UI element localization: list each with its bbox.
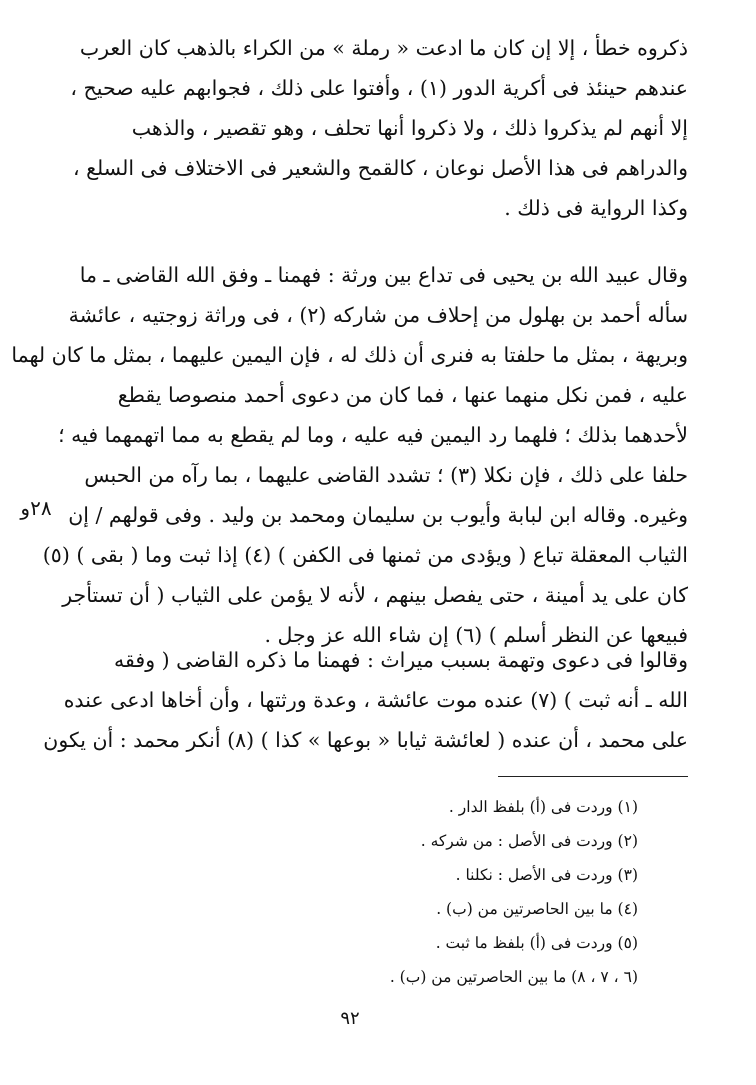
text-line: إلا أنهم لم يذكروا ذلك ، ولا ذكروا أنها تحلف ، وهو تقصير ، والذهب — [131, 116, 688, 140]
page-number: ٩٢ — [340, 1008, 360, 1029]
footnote: (٦ ، ٧ ، ٨) ما بين الحاصرتين من (ب) . — [389, 968, 638, 986]
text-line: فبيعها عن النظر أسلم ) (٦) إن شاء الله عز وجل . — [264, 623, 688, 647]
text-line: عليه ، فمن نكل منهما عنها ، فما كان من دعوى أحمد منصوصا يقطع — [117, 383, 688, 407]
footnotes — [120, 790, 638, 994]
text-line: والدراهم فى هذا الأصل نوعان ، كالقمح والشعير فى الاختلاف فى السلع ، — [72, 156, 688, 180]
text-line: عندهم حينئذ فى أكرية الدور (١) ، وأفتوا على ذلك ، فجوابهم عليه صحيح ، — [70, 76, 688, 100]
text-line: لأحدهما بذلك ؛ فلهما رد اليمين فيه عليه ، وما لم يقطع به مما اتهمهما فيه ؛ — [58, 423, 688, 447]
footnote: (٢) وردت فى الأصل : من شركه . — [420, 832, 638, 850]
footnote: (٥) وردت فى (أ) بلفظ ما ثبت . — [435, 934, 638, 952]
manuscript-folio-note: ٢٨و — [20, 496, 52, 520]
footnote-divider — [498, 776, 688, 777]
text-line: وغيره. وقاله ابن لبابة وأيوب بن سليمان ومحمد بن وليد . وفى قولهم / إن — [68, 503, 688, 527]
footnote: (١) وردت فى (أ) بلفظ الدار . — [448, 798, 638, 816]
text-line: وبريهة ، بمثل ما حلفتا به فنرى أن ذلك له ، فإن اليمين عليهما ، بمثل ما كان لهما — [11, 343, 688, 367]
text-line: وقالوا فى دعوى وتهمة بسبب ميراث : فهمنا ما ذكره القاضى ( وفقه — [114, 648, 688, 672]
paragraph-3 — [43, 640, 688, 760]
text-line: الله ـ أنه ثبت ) (٧) عنده موت عائشة ، وعدة ورثتها ، وأن أخاها ادعى عنده — [63, 688, 688, 712]
text-line: وكذا الرواية فى ذلك . — [504, 196, 688, 220]
text-line: حلفا على ذلك ، فإن نكلا (٣) ؛ تشدد القاضى عليهما ، بما رآه من الحبس — [84, 463, 688, 487]
text-line: سأله أحمد بن بهلول من إحلاف من شاركه (٢) ، فى وراثة زوجتيه ، عائشة — [68, 303, 688, 327]
text-line: على محمد ، أن عنده ( لعائشة ثيابا « بوعها » كذا ) (٨) أنكر محمد : أن يكون — [43, 728, 688, 752]
paragraph-1 — [60, 28, 688, 228]
text-line: كان على يد أمينة ، حتى يفصل بينهم ، لأنه لا يؤمن على الثياب ( أن تستأجر — [62, 583, 688, 607]
footnote: (٤) ما بين الحاصرتين من (ب) . — [436, 900, 638, 918]
text-line: الثياب المعقلة تباع ( ويؤدى من ثمنها فى الكفن ) (٤) إذا ثبت وما ( بقى ) (٥) — [42, 543, 688, 567]
text-line: ذكروه خطأ ، إلا إن كان ما ادعت « رملة » من الكراء بالذهب كان العرب — [79, 36, 688, 60]
text-line: وقال عبيد الله بن يحيى فى تداع بين ورثة : فهمنا ـ وفق الله القاضى ـ ما — [79, 263, 688, 287]
footnote: (٣) وردت فى الأصل : نكلنا . — [455, 866, 638, 884]
